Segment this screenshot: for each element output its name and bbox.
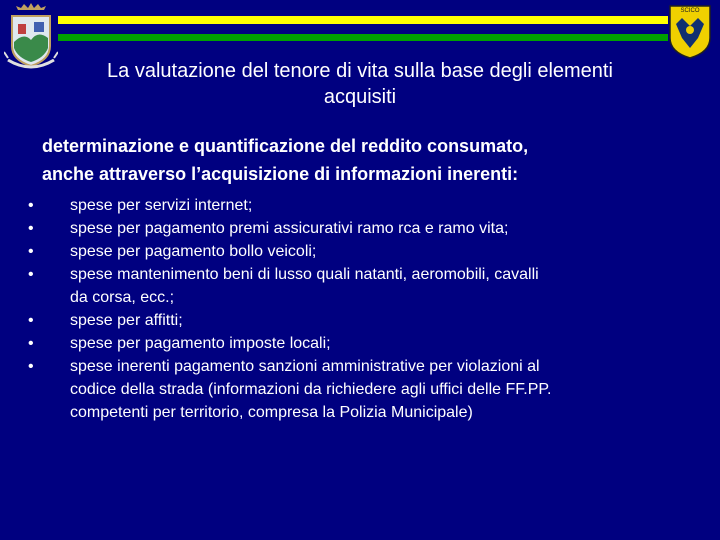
bullet-marker: • <box>28 197 34 214</box>
section-heading-line-1: determinazione e quantificazione del reddito consumato, <box>42 136 529 156</box>
list-item <box>28 194 698 217</box>
page-title-line-2: acquisiti <box>323 86 397 108</box>
scico-emblem <box>668 4 712 60</box>
bullet-marker: • <box>28 243 34 260</box>
section-heading-line-2: anche attraverso l’acquisizione di informazioni inerenti: <box>42 164 519 184</box>
list-item <box>28 309 698 332</box>
list-item-text: spese per pagamento imposte locali; <box>70 335 331 352</box>
bullet-list <box>28 194 698 424</box>
list-item-text: spese per affitti; <box>70 312 183 329</box>
list-item-text: da corsa, ecc.; <box>70 289 175 306</box>
list-item-text: spese per servizi internet; <box>70 197 253 214</box>
list-item-text: spese per pagamento premi assicurativi ramo rca e ramo vita; <box>70 220 509 237</box>
section-heading <box>42 132 702 188</box>
bullet-marker: • <box>28 220 34 237</box>
header-stripe-yellow <box>58 16 668 24</box>
bullet-marker: • <box>28 312 34 329</box>
bullet-marker: • <box>28 335 34 352</box>
scico-emblem-label: SCICO <box>680 8 700 14</box>
bullet-marker: • <box>28 358 34 375</box>
page-title-line-1: La valutazione del tenore di vita sulla base degli elementi <box>107 60 613 82</box>
list-item-text: spese mantenimento beni di lusso quali natanti, aeromobili, cavalli <box>70 266 539 283</box>
page-title <box>40 58 680 110</box>
list-item <box>28 217 698 240</box>
bullet-marker: • <box>28 266 34 283</box>
list-item-text: codice della strada (informazioni da richiedere agli uffici delle FF.PP. <box>70 381 552 398</box>
list-item <box>28 332 698 355</box>
list-item-text: competenti per territorio, compresa la Polizia Municipale) <box>70 404 473 421</box>
header-stripe-green <box>58 34 668 41</box>
list-item <box>28 355 698 424</box>
list-item-text: spese inerenti pagamento sanzioni amministrative per violazioni al <box>70 358 540 375</box>
list-item <box>28 240 698 263</box>
list-item <box>28 263 698 309</box>
list-item-text: spese per pagamento bollo veicoli; <box>70 243 317 260</box>
